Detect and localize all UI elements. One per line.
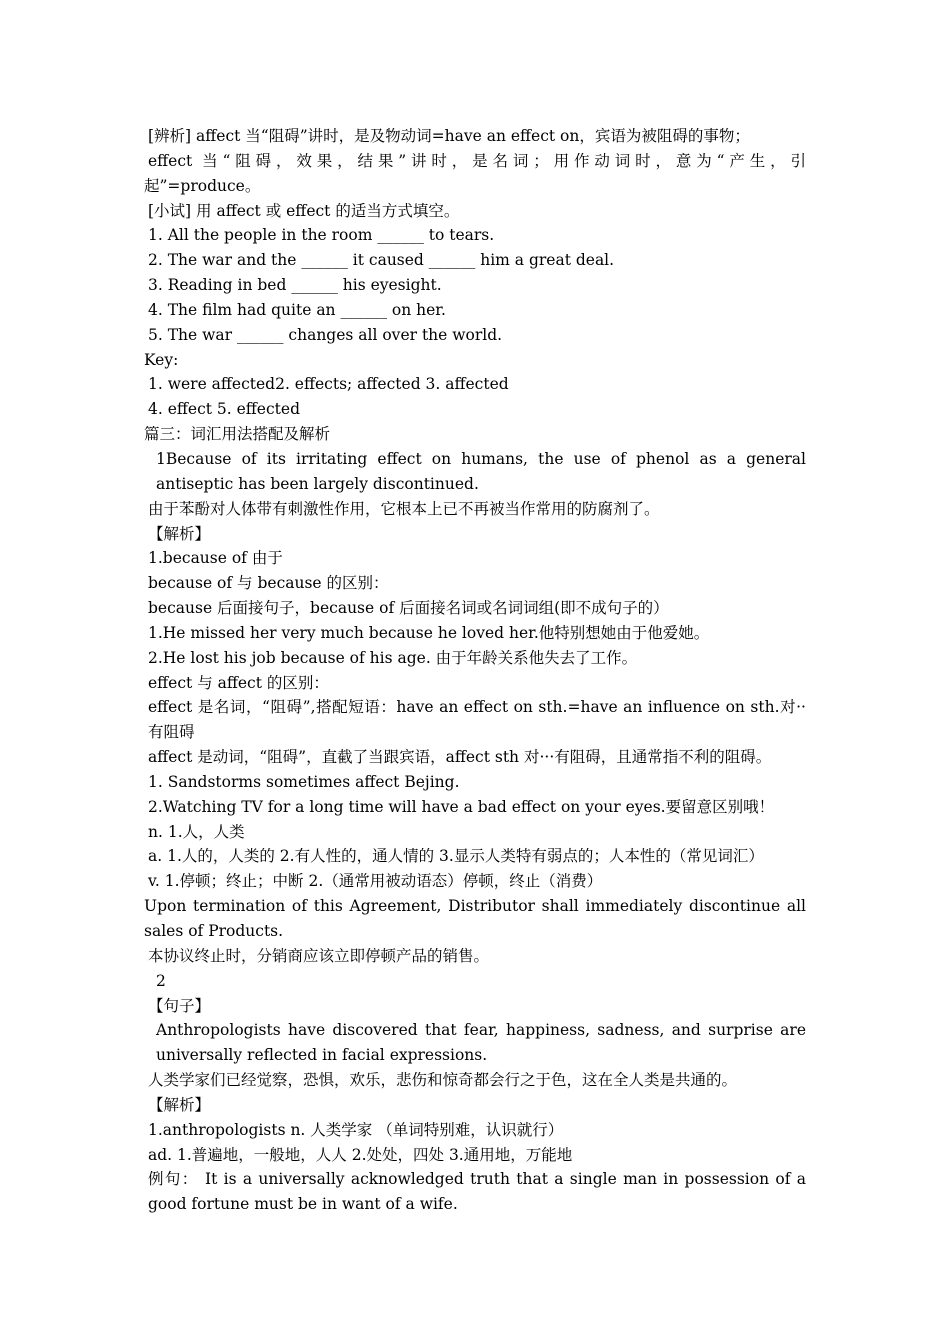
translation-line: 本协议终止时，分销商应该立即停顿产品的销售。: [148, 946, 490, 965]
section-heading: 篇三：词汇用法搭配及解析: [144, 425, 331, 444]
text-line: 2.Watching TV for a long time will have a bad effect on your eyes.要留意区别哦！: [148, 797, 775, 816]
text-line: 1.because of 由于: [148, 549, 283, 568]
text-line: ad. 1.普遍地，一般地，人人 2.处处，四处 3.通用地，万能地: [148, 1145, 573, 1164]
example-sentence: Anthropologists have discovered that fear, happiness, sadness, and surprise are universally reflected in facial expressions.: [156, 1021, 806, 1065]
text-line: [辨析] affect 当“阻碍”讲时，是及物动词=have an effect on，宾语为被阻碍的事物；: [148, 127, 750, 145]
answer-line: 4. effect 5. effected: [148, 400, 300, 419]
text-line: 1. Sandstorms sometimes affect Bejing.: [148, 772, 460, 791]
example-sentence: 1Because of its irritating effect on humans, the use of phenol as a general antiseptic has been largely discontinued.: [156, 449, 806, 493]
text-line: 2.He lost his job because of his age. 由于年龄关系他失去了工作。: [148, 648, 638, 667]
text-line: 1.He missed her very much because he loved her.他特别想她由于他爱她。: [148, 623, 710, 642]
text-line: 1.anthropologists n. 人类学家 （单词特别难，认识就行）: [148, 1120, 564, 1139]
answer-line: 1. were affected2. effects; affected 3. affected: [148, 375, 509, 394]
section-number: 2: [156, 971, 166, 990]
text-line: effect 与 affect 的区别：: [148, 673, 329, 692]
key-heading: Key:: [144, 350, 179, 369]
text-line: because 后面接句子，because of 后面接名词或名词词组(即不成句子的）: [148, 599, 669, 618]
text-line: [小试] 用 affect 或 effect 的适当方式填空。: [148, 201, 460, 220]
text-line: 起”=produce。: [144, 176, 261, 195]
analysis-heading: 【解析】: [148, 524, 211, 543]
analysis-heading: 【解析】: [148, 1095, 211, 1114]
text-line: effect 当“阻碍，效果，结果”讲时，是名词；用作动词时，意为“产生，引: [148, 151, 806, 170]
text-line: because of 与 because 的区别：: [148, 574, 389, 593]
text-line: affect 是动词，“阻碍”，直截了当跟宾语，affect sth 对···有阻碍，且通常指不利的阻碍。: [148, 748, 772, 767]
exercise-item: 2. The war and the ______ it caused ______ him a great deal.: [148, 251, 615, 270]
example-sentence: Upon termination of this Agreement, Distributor shall immediately discontinue all sales of Products.: [144, 897, 806, 940]
document-page: [144, 124, 806, 1217]
text-line: n. 1.人，人类: [148, 822, 245, 841]
translation-line: 由于苯酚对人体带有刺激性作用，它根本上已不再被当作常用的防腐剂了。: [148, 499, 660, 518]
text-line: effect 是名词，“阻碍”,搭配短语：have an effect on sth.=have an influence on sth.对··有阻碍: [148, 698, 806, 742]
exercise-item: 3. Reading in bed ______ his eyesight.: [148, 276, 442, 295]
example-sentence: 例句： It is a universally acknowledged truth that a single man in possession of a good fortune must be in want of a wife.: [148, 1170, 806, 1214]
text-line: a. 1.人的，人类的 2.有人性的，通人情的 3.显示人类特有弱点的；人本性的（常见词汇）: [148, 847, 764, 866]
exercise-item: 5. The war ______ changes all over the world.: [148, 325, 503, 344]
exercise-item: 4. The film had quite an ______ on her.: [148, 300, 446, 319]
text-line: v. 1.停顿；终止；中断 2.（通常用被动语态）停顿，终止（消费）: [148, 872, 603, 891]
exercise-item: 1. All the people in the room ______ to tears.: [148, 226, 495, 245]
sentence-heading: 【句子】: [148, 996, 211, 1015]
translation-line: 人类学家们已经觉察，恐惧，欢乐，悲伤和惊奇都会行之于色，这在全人类是共通的。: [148, 1071, 738, 1090]
